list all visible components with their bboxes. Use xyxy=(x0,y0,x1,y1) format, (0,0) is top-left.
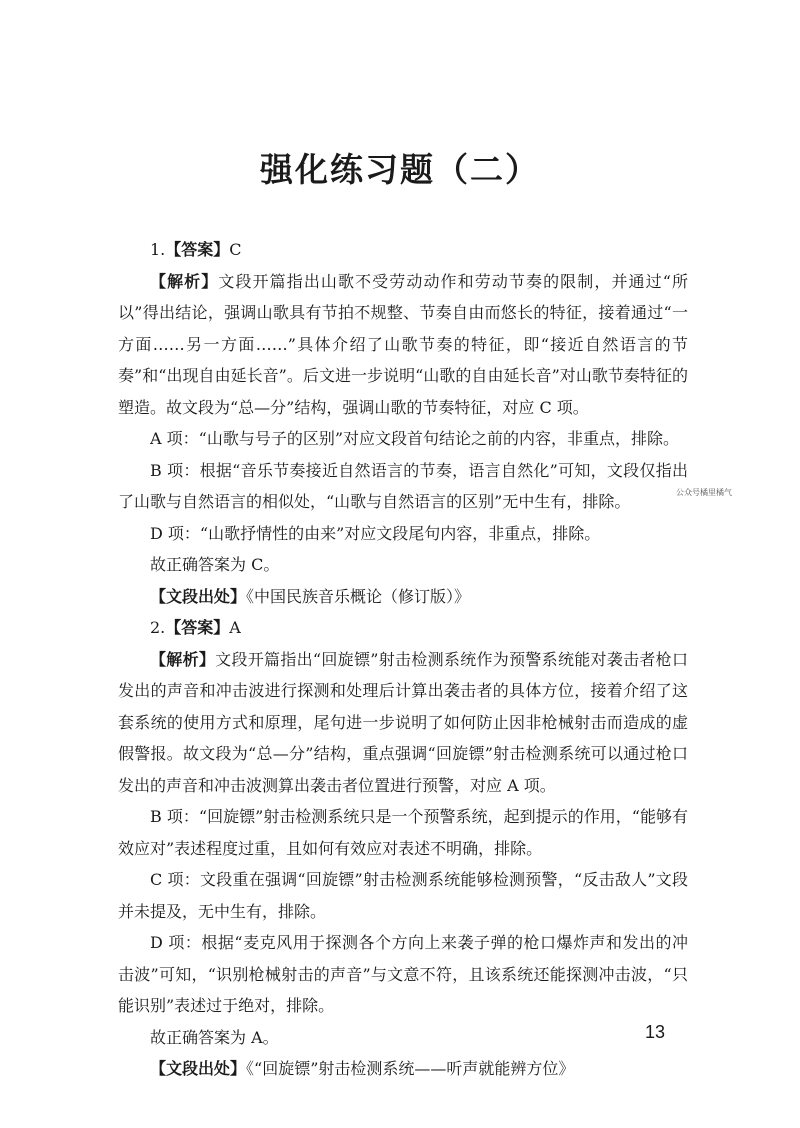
q1-number: 1. xyxy=(150,240,166,259)
q1-answer-line xyxy=(118,234,688,266)
answer-content xyxy=(118,234,688,1085)
page-title: 强化练习题（二） xyxy=(260,150,540,189)
q2-answer-value: A xyxy=(229,618,241,637)
q1-analysis-text: 文段开篇指出山歌不受劳动动作和劳动节奏的限制，并通过“所以”得出结论，强调山歌具有节拍不规整、节奏自由而悠长的特征，接着通过“一方面……另一方面……”具体介绍了山歌节奏的特征，即“接近自然语言的节奏”和“出现自由延长音”。后文进一步说明“山歌的自由延长音”对山歌节奏特征的塑造。故文段为“总—分”结构，强调山歌的节奏特征，对应 C 项。 xyxy=(118,271,688,417)
q1-source xyxy=(118,581,688,613)
q2-analysis-tag: 【解析】 xyxy=(150,649,216,669)
q1-analysis-tag: 【解析】 xyxy=(150,271,219,291)
q2-answer-line xyxy=(118,612,688,644)
q1-option-b: B 项：根据“音乐节奏接近自然语言的节奏，语言自然化”可知，文段仅指出了山歌与自然语言的相似处，“山歌与自然语言的区别”无中生有，排除。 xyxy=(118,460,688,511)
q2-analysis xyxy=(118,644,688,802)
q2-answer-tag: 【答案】 xyxy=(165,618,230,637)
q1-conclusion: 故正确答案为 C。 xyxy=(150,555,280,574)
q1-option-d: D 项：“山歌抒情性的由来”对应文段尾句内容，非重点，排除。 xyxy=(150,523,601,543)
q2-conclusion: 故正确答案为 A。 xyxy=(150,1027,279,1047)
q2-analysis-text: 文段开篇指出“回旋镖”射击检测系统作为预警系统能对袭击者枪口发出的声音和冲击波进行探测和处理后计算出袭击者的具体方位，接着介绍了这套系统的使用方式和原理，尾句进一步说明了如何防止因非枪械射击而造成的虚假警报。故文段为“总—分”结构，重点强调“回旋镖”射击检测系统可以通过枪口发出的声音和冲击波测算出袭击者位置进行预警，对应 A 项。 xyxy=(118,649,688,795)
q1-source-tag: 【文段出处】 xyxy=(150,586,247,606)
q2-option-b: B 项：“回旋镖”射击检测系统只是一个预警系统，起到提示的作用，“能够有效应对”表述程度过重，且如何有效应对表述不明确，排除。 xyxy=(118,807,688,858)
q2-source-tag: 【文段出处】 xyxy=(150,1059,247,1078)
q2-source xyxy=(118,1053,688,1085)
watermark-text: 公众号橘里橘气 xyxy=(676,488,732,497)
q1-analysis xyxy=(118,266,688,424)
q2-option-c: C 项：文段重在强调“回旋镖”射击检测系统能够检测预警，“反击敌人”文段并未提及，无中生有，排除。 xyxy=(118,870,688,921)
q2-source-text: 《“回旋镖”射击检测系统——听声就能辨方位》 xyxy=(246,1059,575,1078)
page-number: 13 xyxy=(645,1022,666,1042)
q1-answer-tag: 【答案】 xyxy=(165,240,230,259)
q1-source-text: 《中国民族音乐概论（修订版）》 xyxy=(246,586,471,606)
q2-option-d: D 项：根据“麦克风用于探测各个方向上来袭子弹的枪口爆炸声和发出的冲击波”可知，“识别枪械射击的声音”与文意不符，且该系统还能探测冲击波，“只能识别”表述过于绝对，排除。 xyxy=(118,933,688,1015)
q1-option-a: A 项：“山歌与号子的区别”对应文段首句结论之前的内容，非重点，排除。 xyxy=(150,429,680,448)
q1-answer-value: C xyxy=(229,240,242,259)
q2-number: 2. xyxy=(150,618,166,637)
